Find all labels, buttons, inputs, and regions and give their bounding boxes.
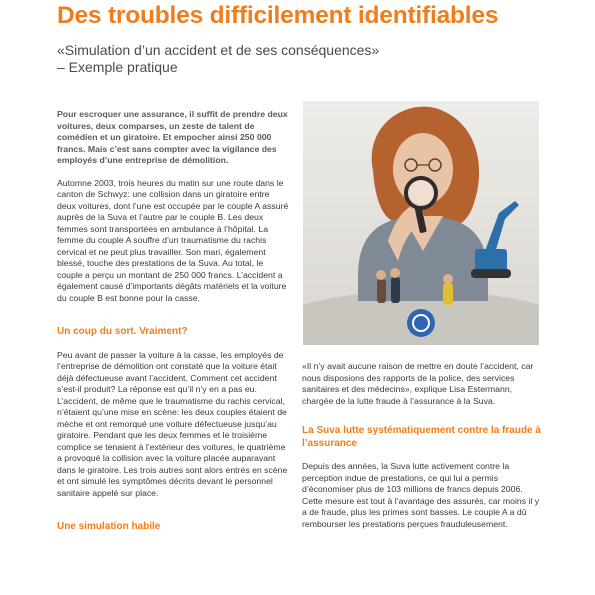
right-column: [302, 361, 542, 541]
subtitle-line-1: «Simulation d’un accident et de ses conséquences»: [57, 42, 380, 58]
quote-paragraph: «Il n’y avait aucune raison de mettre en doute l’accident, car nous disposions des rapports de la police, des services sanitaires et des médecins», explique Lisa Estermann, chargée de la lutte fraude à l’assurance à la Suva.: [302, 361, 534, 406]
body-paragraph-2: Peu avant de passer la voiture à la casse, les employés de l’entreprise de démolition ont constaté que la voiture était déjà défectueuse avant l’accident. Comment cet accident s’est-il produit? La réponse est qu’il n’y en a pas eu. L’accident, de même que le traumatisme du rachis cervical, n’étaient qu’une mise en scène: les deux couples étaient de mèche et ont remorqué une voiture défectueuse jusqu’au giratoire. Pendant que les deux femmes et le troisième complice se tenaient à l’extérieur des voitures, le quatrième a provoqué la collision avec la voiture placée auparavant dans le giratoire. Les trois autres sont alors entrés en scène et ont simulé les symptômes décrits devant le personnel sanitaire appelé sur place.: [57, 349, 288, 498]
section-heading-suva-fraude: La Suva lutte systématiquement contre la fraude à l’assurance: [302, 425, 541, 449]
article-photo: [303, 101, 539, 345]
subtitle-line-2: – Exemple pratique: [57, 59, 178, 75]
body-paragraph-1: Automne 2003, trois heures du matin sur une route dans le canton de Schwyz: une collision dans un giratoire entre deux voitures, dont l’une est occupée par le couple A assuré auprès de la Suva et l’autre par le couple B. Les deux femmes sont transportées en ambulance à l’hôpital. La femme du couple A souffre d’un traumatisme du rachis cervical et ne peut plus travailler. Son mari, également blessé, touche des prestations de la Suva. Au total, le couple a perçu un montant de 250 000 francs. L’accident a également causé d’importants dégâts matériels et la voiture du couple B est bonne pour la casse.: [57, 177, 289, 303]
section-heading-simulation: Une simulation habile: [57, 521, 161, 532]
woman-magnifier-illustration: [303, 101, 539, 345]
page-subtitle: [57, 42, 379, 76]
left-column: [57, 109, 289, 545]
section-heading-coup-du-sort: Un coup du sort. Vraiment?: [57, 326, 188, 337]
page-title: Des troubles difficilement identifiables: [57, 2, 499, 29]
lead-paragraph: Pour escroquer une assurance, il suffit de prendre deux voitures, deux comparses, un zeste de talent de comédien et un giratoire. Et empocher ainsi 250 000 francs. Mais c’est sans compter avec la vigilance des employés d’une entreprise de démolition.: [57, 109, 288, 165]
body-paragraph-3: Depuis des années, la Suva lutte activement contre la perception indue de prestations, ce qui lui a permis d’économiser plus de 103 millions de francs depuis 2006. Cette mesure est tout à l’avantage des assurés, car moins il y a de fraude, plus les primes sont basses. Le couple A a dû rembourser les prestations perçues frauduleusement.: [302, 461, 540, 529]
